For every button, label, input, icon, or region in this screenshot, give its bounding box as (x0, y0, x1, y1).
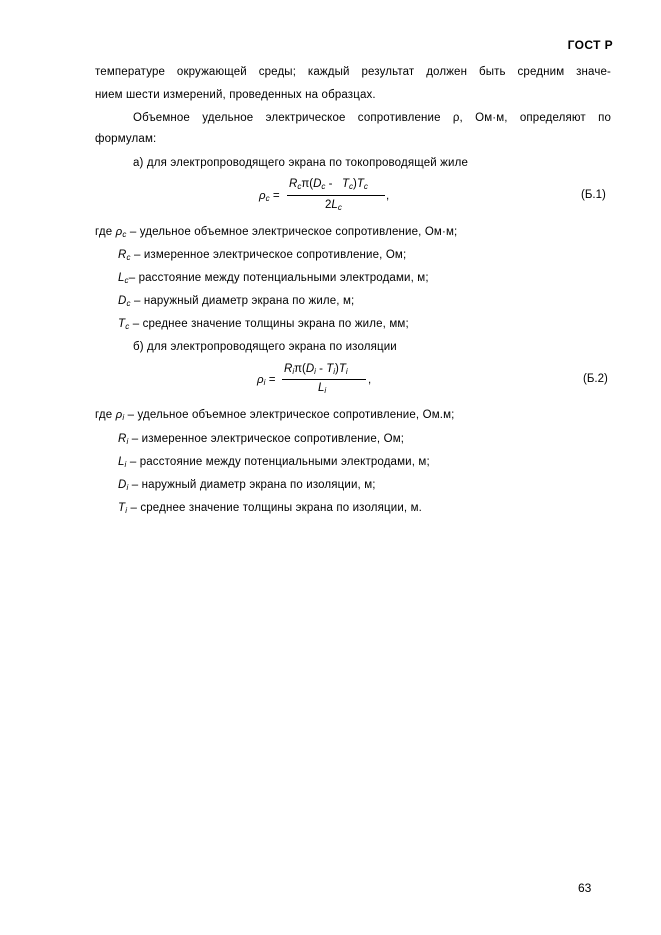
formula-b1-comma: , (386, 190, 390, 202)
formula-b1-number: (Б.1) (581, 189, 606, 201)
case-b-def-ri: $R_i$ – измеренное электрическое сопротивление, Ом; (118, 433, 405, 446)
formula-b2-fraction-bar (282, 379, 366, 380)
formula-b2-comma: , (368, 374, 372, 386)
document-code-header: ГОСТ Р (567, 38, 613, 52)
formula-b1-lhs: $\rho_c$ = (259, 190, 280, 203)
intro-line-3: Объемное удельное электрическое сопротивление ρ, Ом·м, определяют по (133, 112, 611, 124)
intro-line-1: температуре окружающей среды; каждый результат должен быть средним значе- (95, 66, 611, 78)
intro-line-2: нием шести измерений, проведенных на образцах. (95, 89, 376, 101)
formula-b1-denominator: $2L_c$ (325, 199, 342, 212)
formula-b1-fraction-bar (287, 195, 385, 196)
formula-b2-number: (Б.2) (583, 373, 608, 385)
case-a-def-dc: $D_c$ – наружный диаметр экрана по жиле, м; (118, 295, 355, 308)
case-b-def-li: $L_i$ – расстояние между потенциальными электродами, м; (118, 456, 430, 469)
case-a-where-line: где $\rho_c$ – удельное объемное электрическое сопротивление, Ом·м; (95, 226, 458, 239)
case-b-where-line: где $\rho_i$ – удельное объемное электрическое сопротивление, Ом.м; (95, 409, 455, 422)
case-b-heading: б) для электропроводящего экрана по изоляции (133, 341, 397, 353)
formula-b2-numerator: $R_i\pi(D_i - T_i)T_i$ (284, 363, 348, 376)
case-a-def-rc: $R_c$ – измеренное электрическое сопротивление, Ом; (118, 249, 407, 262)
intro-line-4: формулам: (95, 133, 157, 145)
case-a-def-lc: $L_c-$ расстояние между потенциальными электродами, м; (118, 272, 429, 285)
case-b-def-di: $D_i$ – наружный диаметр экрана по изоляции, м; (118, 479, 376, 492)
case-b-def-ti: $T_i$ – среднее значение толщины экрана по изоляции, м. (118, 502, 422, 515)
formula-b2-lhs: $\rho_i$ = (257, 374, 276, 387)
formula-b2-denominator: $L_i$ (318, 382, 327, 395)
formula-b1-numerator: $R_c\pi(D_c - T_c)T_c$ (289, 178, 368, 191)
page-number: 63 (578, 881, 592, 895)
case-a-def-tc: $T_c$ – среднее значение толщины экрана по жиле, мм; (118, 318, 409, 331)
case-a-heading: а) для электропроводящего экрана по токопроводящей жиле (133, 157, 468, 169)
